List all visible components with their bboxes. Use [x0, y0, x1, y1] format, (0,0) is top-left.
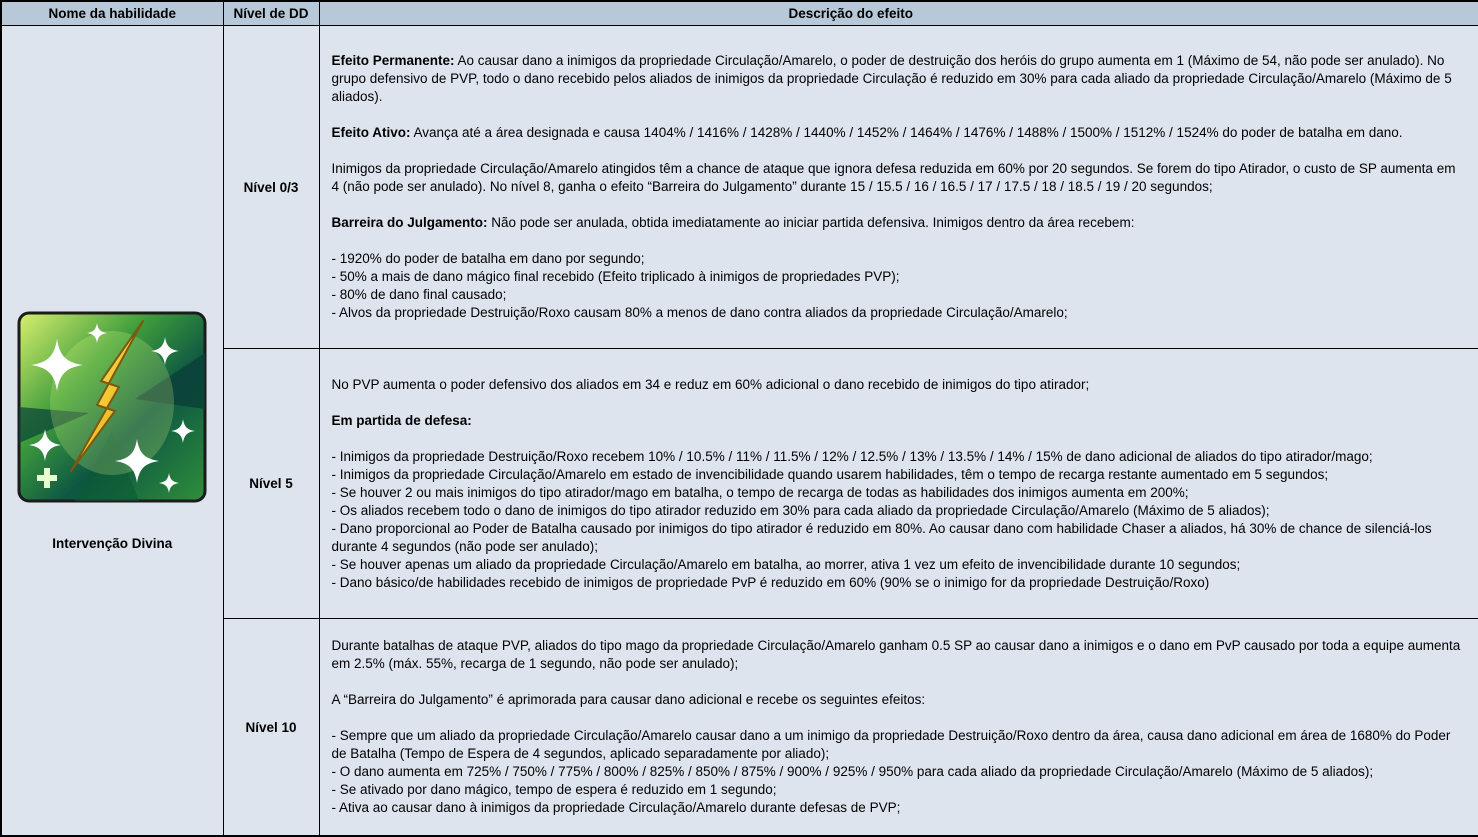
dd-level-cell: Nível 0/3	[223, 26, 319, 349]
header-row	[1, 1, 1478, 26]
bullet-list	[332, 448, 1465, 592]
bullet-list	[332, 250, 1465, 322]
bullet-list	[332, 727, 1465, 817]
effect-description-cell	[319, 619, 1478, 837]
bullet-item: - Inimigos da propriedade Circulação/Amarelo em estado de invencibilidade quando usarem habilidades, têm o tempo de recarga restante aumentado em 5 segundos;	[331, 466, 1329, 482]
bullet-item: - Se houver 2 ou mais inimigos do tipo atirador/mago em batalha, o tempo de recarga de todas as habilidades dos inimigos aumenta em 200%;	[331, 484, 1189, 500]
divine-intervention-skill-icon	[17, 311, 207, 503]
bullet-item: - Alvos da propriedade Destruição/Roxo causam 80% a menos de dano contra aliados da propriedade Circulação/Amarelo;	[331, 305, 1068, 320]
bullet-item: - 50% a mais de dano mágico final recebido (Efeito triplicado à inimigos de propriedades PVP);	[331, 269, 900, 284]
description-paragraph: Inimigos da propriedade Circulação/Amarelo atingidos têm a chance de ataque que ignora defesa reduzida em 60% por 20 segundos. Se forem do tipo Atirador, o custo de SP aumenta em 4 (não pode ser anulado). No nível 8, ganha o efeito “Barreira do Julgamento” durante 15 / 15.5 / 16 / 16.5 / 17 / 17.5 / 18 / 18.5 / 19 / 20 segundos;	[331, 161, 1456, 194]
effect-description-cell	[319, 26, 1478, 349]
skill-cell	[1, 26, 223, 837]
paragraph-lead-bold: Em partida de defesa:	[331, 412, 472, 428]
bullet-item: - Ativa ao causar dano à inimigos da propriedade Circulação/Amarelo durante defesas de PVP;	[331, 800, 901, 815]
dd-level-cell: Nível 10	[223, 619, 319, 837]
paragraph-lead-bold: Efeito Permanente:	[331, 53, 455, 68]
bullet-item: - Se houver apenas um aliado da propriedade Circulação/Amarelo em batalha, ao morrer, ativa 1 vez um efeito de invencibilidade durante 10 segundos;	[331, 556, 1241, 572]
description-paragraph: Efeito Permanente: Ao causar dano a inimigos da propriedade Circulação/Amarelo, o poder de destruição dos heróis do grupo aumenta em 1 (Máximo de 54, não pode ser anulado). No grupo defensivo de PVP, todo o dano recebido pelos aliados de inimigos da propriedade Circulação é reduzido em 30% para cada aliado da propriedade Circulação/Amarelo (Máximo de 5 aliados).	[331, 53, 1452, 104]
header-skill-name: Nome da habilidade	[1, 1, 223, 26]
description-paragraph	[332, 412, 1465, 430]
effect-description-cell	[319, 349, 1478, 619]
table-row-level-5	[1, 349, 1478, 619]
skill-name: Intervenção Divina	[52, 535, 173, 551]
bullet-item: - 1920% do poder de batalha em dano por segundo;	[331, 251, 645, 266]
bullet-item: - Se ativado por dano mágico, tempo de espera é reduzido em 1 segundo;	[331, 782, 777, 797]
header-dd-level: Nível de DD	[223, 1, 319, 26]
table-row-level-10	[1, 619, 1478, 837]
header-effect-description: Descrição do efeito	[319, 1, 1478, 26]
paragraph-lead-bold: Barreira do Julgamento:	[331, 215, 488, 230]
description-paragraph: No PVP aumenta o poder defensivo dos aliados em 34 e reduz em 60% adicional o dano recebido de inimigos do tipo atirador;	[331, 376, 1090, 392]
description-paragraph: Efeito Ativo: Avança até a área designada e causa 1404% / 1416% / 1428% / 1440% / 1452% / 1464% / 1476% / 1488% / 1500% / 1512% / 1524% do poder de batalha em dano.	[331, 125, 1403, 140]
dd-level-cell: Nível 5	[223, 349, 319, 619]
description-paragraph: A “Barreira do Julgamento” é aprimorada para causar dano adicional e recebe os seguintes efeitos:	[331, 692, 926, 707]
bullet-item: - Os aliados recebem todo o dano de inimigos do tipo atirador reduzido em 30% para cada aliado da propriedade Circulação/Amarelo (Máximo de 5 aliados);	[331, 502, 1270, 518]
bullet-item: - Dano básico/de habilidades recebido de inimigos de propriedade PvP é reduzido em 60% (90% se o inimigo for da propriedade Destruição/Roxo)	[331, 574, 1210, 590]
bullet-item: - Dano proporcional ao Poder de Batalha causado por inimigos do tipo atirador é reduzido em 80%. Ao causar dano com habilidade Chaser a aliados, há 30% de chance de silenciá-los durante 4 segundos (não pode ser anulado);	[331, 520, 1432, 554]
description-paragraph: Durante batalhas de ataque PVP, aliados do tipo mago da propriedade Circulação/Amarelo ganham 0.5 SP ao causar dano a inimigos e o dano em PvP causado por toda a equipe aumenta em 2.5% (máx. 55%, recarga de 1 segundo, não pode ser anulado);	[331, 638, 1461, 671]
bullet-item: - O dano aumenta em 725% / 750% / 775% / 800% / 825% / 850% / 875% / 900% / 925% / 950% para cada aliado da propriedade Circulação/Amarelo (Máximo de 5 aliados);	[331, 764, 1374, 779]
bullet-item: - 80% de dano final causado;	[331, 287, 507, 302]
bullet-item: - Sempre que um aliado da propriedade Circulação/Amarelo causar dano a um inimigo da propriedade Destruição/Roxo dentro da área, causa dano adicional em área de 1680% do Poder de Batalha (Tempo de Espera de 4 segundos, aplicado separadamente por aliado);	[331, 728, 1451, 761]
paragraph-lead-bold: Efeito Ativo:	[331, 125, 411, 140]
bullet-item: - Inimigos da propriedade Destruição/Roxo recebem 10% / 10.5% / 11% / 11.5% / 12% / 12.5% / 13% / 13.5% / 14% / 15% de dano adicional de aliados do tipo atirador/mago;	[331, 448, 1373, 464]
table-row-level-0-3	[1, 26, 1478, 349]
description-paragraph: Barreira do Julgamento: Não pode ser anulada, obtida imediatamente ao iniciar partida defensiva. Inimigos dentro da área recebem:	[331, 215, 1135, 230]
